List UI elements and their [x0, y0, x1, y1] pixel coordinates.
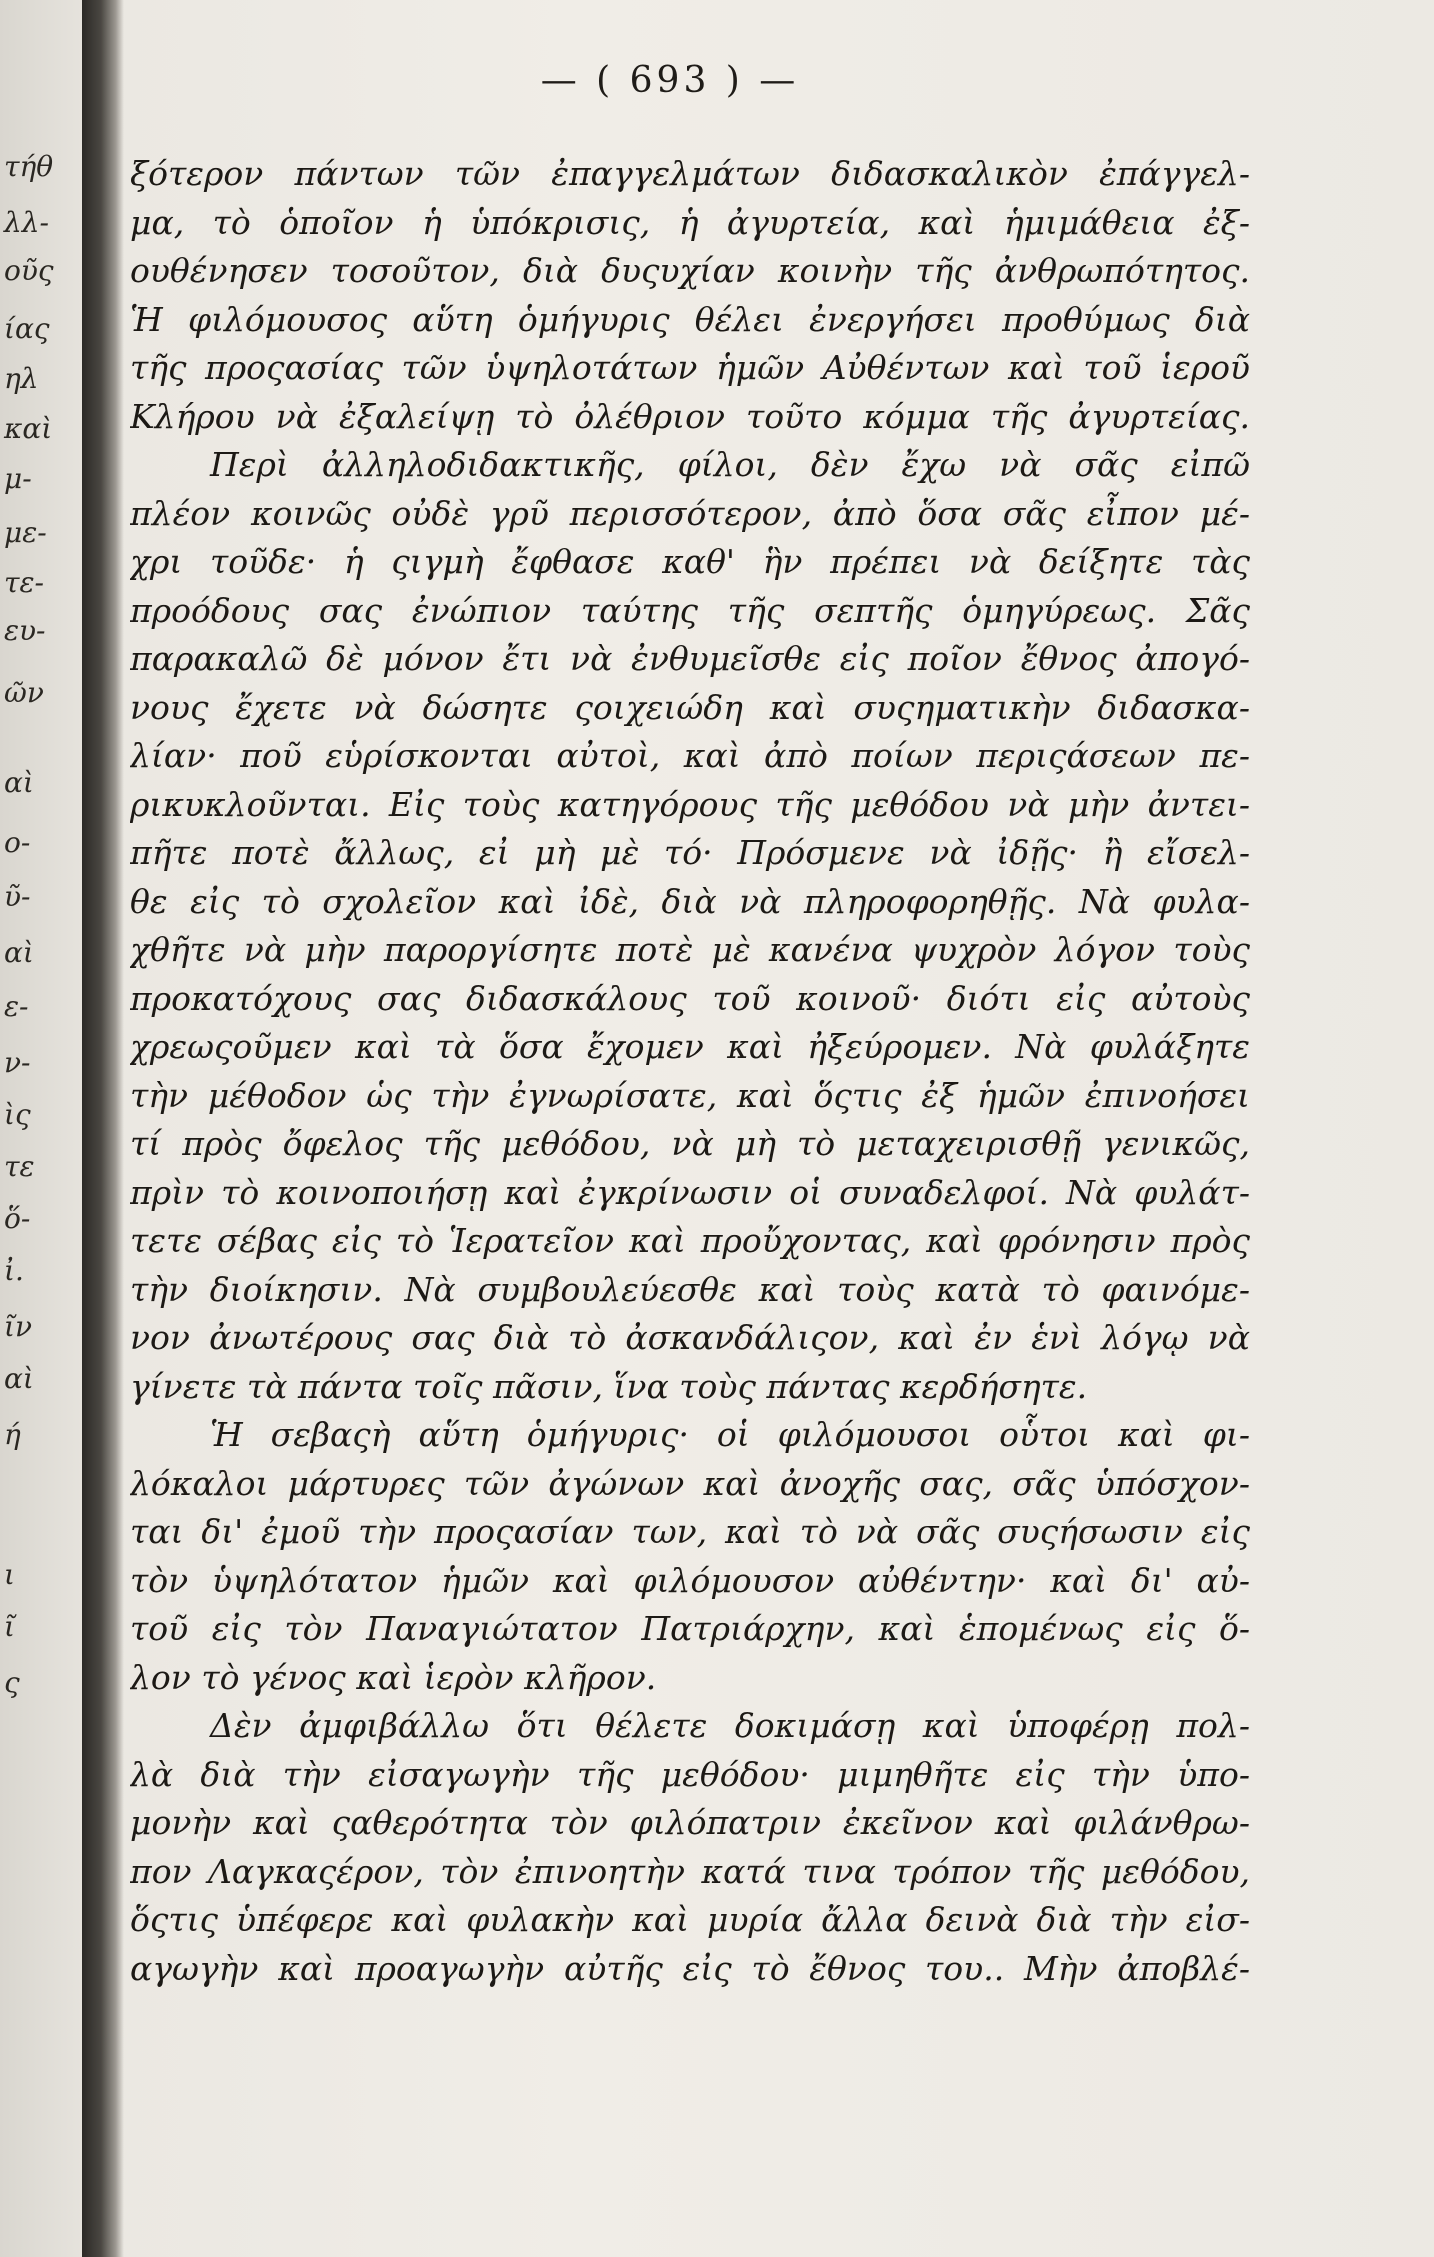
text-line: Δὲν ἀμφιβάλλω ὅτι θέλετε δοκιμάσῃ καὶ ὑποφέρῃ πολ-	[210, 1706, 1250, 1745]
facing-page-fragment: ε-	[4, 990, 29, 1023]
text-line: Ἡ σεβαςὴ αὕτη ὁμήγυρις· οἱ φιλόμουσοι οὗτοι καὶ φι-	[210, 1415, 1250, 1454]
text-line: τὴν διοίκησιν. Νὰ συμβουλεύεσθε καὶ τοὺς κατὰ τὸ φαινόμε-	[130, 1270, 1250, 1309]
text-line: ται δι' ἐμοῦ τὴν προςασίαν των, καὶ τὸ νὰ σᾶς συςήσωσιν εἰς	[130, 1512, 1250, 1551]
facing-page-fragment: ι	[4, 1558, 15, 1591]
facing-page-fragment: καὶ	[4, 412, 53, 445]
facing-page-fragment: ὅ-	[4, 1202, 31, 1235]
facing-page-margin	[0, 150, 80, 1850]
text-line: Ἡ φιλόμουσος αὕτη ὁμήγυρις θέλει ἐνεργήσει προθύμως διὰ	[130, 300, 1250, 339]
text-line: νους ἔχετε νὰ δώσητε ςοιχειώδη καὶ συςηματικὴν διδασκα-	[130, 688, 1250, 727]
text-line: Περὶ ἀλληλοδιδακτικῆς, φίλοι, δὲν ἔχω νὰ σᾶς εἰπῶ	[210, 445, 1250, 484]
text-line: λὰ διὰ τὴν εἰσαγωγὴν τῆς μεθόδου· μιμηθῆτε εἰς τὴν ὑπο-	[130, 1755, 1250, 1794]
text-line: γίνετε τὰ πάντα τοῖς πᾶσιν, ἵνα τοὺς πάντας κερδήσητε.	[130, 1367, 1088, 1406]
text-line: τὴν μέθοδον ὡς τὴν ἐγνωρίσατε, καὶ ὅςτις ἐξ ἡμῶν ἐπινοήσει	[130, 1076, 1250, 1115]
text-line: τῆς προςασίας τῶν ὑψηλοτάτων ἡμῶν Αὐθέντων καὶ τοῦ ἱεροῦ	[130, 348, 1250, 387]
facing-page-fragment: ο-	[4, 826, 31, 859]
text-line: ουθένησεν τοσοῦτον, διὰ δυςυχίαν κοινὴν τῆς ἀνθρωπότητος.	[130, 251, 1250, 290]
facing-page-fragment: ς	[4, 1666, 20, 1699]
facing-page-fragment: ευ-	[4, 614, 46, 647]
facing-page-fragment: μ-	[4, 462, 32, 495]
text-line: αγωγὴν καὶ προαγωγὴν αὐτῆς εἰς τὸ ἔθνος του.. Μὴν ἀποβλέ-	[130, 1949, 1250, 1988]
facing-page-fragment: λλ-	[4, 206, 49, 239]
text-line: μονὴν καὶ ςαθερότητα τὸν φιλόπατριν ἐκεῖνον καὶ φιλάνθρω-	[130, 1803, 1250, 1842]
page-number: — ( 693 ) —	[540, 60, 800, 101]
text-line: πλέον κοινῶς οὐδὲ γρῦ περισσότερον, ἀπὸ ὅσα σᾶς εἶπον μέ-	[130, 494, 1250, 533]
text-line: πῆτε ποτὲ ἄλλως, εἰ μὴ μὲ τό· Πρόσμενε νὰ ἰδῇς· ἢ εἴσελ-	[130, 833, 1250, 872]
facing-page-fragment: ῦ-	[4, 880, 31, 913]
text-line: χρεωςοῦμεν καὶ τὰ ὅσα ἔχομεν καὶ ἠξεύρομεν. Νὰ φυλάξητε	[130, 1027, 1250, 1066]
facing-page-fragment: τήθ	[4, 150, 54, 183]
facing-page-fragment: οῦς	[4, 254, 54, 287]
text-line: λόκαλοι μάρτυρες τῶν ἀγώνων καὶ ἀνοχῆς σας, σᾶς ὑπόσχον-	[130, 1464, 1250, 1503]
facing-page-fragment: ῖν	[4, 1310, 32, 1343]
text-line: ρικυκλοῦνται. Εἰς τοὺς κατηγόρους τῆς μεθόδου νὰ μὴν ἀντει-	[130, 785, 1250, 824]
facing-page-fragment: αὶ	[4, 936, 34, 969]
text-line: πον Λαγκαςέρον, τὸν ἐπινοητὴν κατά τινα τρόπον τῆς μεθόδου,	[130, 1852, 1250, 1891]
text-line: μα, τὸ ὁποῖον ἡ ὑπόκρισις, ἡ ἀγυρτεία, καὶ ἡμιμάθεια ἐξ-	[130, 203, 1250, 242]
facing-page-fragment: αὶ	[4, 766, 34, 799]
text-line: χθῆτε νὰ μὴν παροργίσητε ποτὲ μὲ κανένα ψυχρὸν λόγον τοὺς	[130, 930, 1250, 969]
facing-page-fragment: τε-	[4, 566, 44, 599]
facing-page-fragment: ν-	[4, 1046, 31, 1079]
text-line: ὅςτις ὑπέφερε καὶ φυλακὴν καὶ μυρία ἄλλα δεινὰ διὰ τὴν εἰσ-	[130, 1900, 1250, 1939]
text-line: λον τὸ γένος καὶ ἱερὸν κλῆρον.	[130, 1658, 657, 1697]
facing-page-fragment: ή	[4, 1418, 21, 1451]
facing-page-fragment: ἰ.	[4, 1254, 24, 1287]
text-line: τί πρὸς ὄφελος τῆς μεθόδου, νὰ μὴ τὸ μεταχειρισθῇ γενικῶς,	[130, 1124, 1250, 1163]
facing-page-fragment: ὶς	[4, 1098, 31, 1131]
facing-page-fragment: ῖ	[4, 1610, 15, 1643]
facing-page-fragment: ῶν	[4, 676, 44, 709]
facing-page-fragment: με-	[4, 516, 47, 549]
text-line: τοῦ εἰς τὸν Παναγιώτατον Πατριάρχην, καὶ ἑπομένως εἰς ὅ-	[130, 1609, 1250, 1648]
facing-page-fragment: τε	[4, 1150, 35, 1183]
text-line: πρὶν τὸ κοινοποιήσῃ καὶ ἐγκρίνωσιν οἱ συναδελφοί. Νὰ φυλάτ-	[130, 1173, 1250, 1212]
facing-page-fragment: ίας	[4, 312, 50, 345]
text-line: παρακαλῶ δὲ μόνον ἔτι νὰ ἐνθυμεῖσθε εἰς ποῖον ἔθνος ἀπογό-	[130, 639, 1250, 678]
text-line: νον ἀνωτέρους σας διὰ τὸ ἀσκανδάλιςον, καὶ ἐν ἑνὶ λόγῳ νὰ	[130, 1318, 1250, 1357]
text-line: τὸν ὑψηλότατον ἡμῶν καὶ φιλόμουσον αὐθέντην· καὶ δι' αὐ-	[130, 1561, 1250, 1600]
body-text	[130, 138, 1250, 2088]
text-line: θε εἰς τὸ σχολεῖον καὶ ἰδὲ, διὰ νὰ πληροφορηθῇς. Νὰ φυλα-	[130, 882, 1250, 921]
book-binding-shadow	[82, 0, 124, 2257]
text-line: προκατόχους σας διδασκάλους τοῦ κοινοῦ· διότι εἰς αὐτοὺς	[130, 979, 1250, 1018]
text-line: λίαν· ποῦ εὑρίσκονται αὐτοὶ, καὶ ἀπὸ ποίων περιςάσεων πε-	[130, 736, 1250, 775]
text-line: προόδους σας ἐνώπιον ταύτης τῆς σεπτῆς ὁμηγύρεως. Σᾶς	[130, 591, 1250, 630]
text-line: ξότερον πάντων τῶν ἐπαγγελμάτων διδασκαλικὸν ἐπάγγελ-	[130, 154, 1250, 193]
text-line: Κλήρου νὰ ἐξαλείψῃ τὸ ὀλέθριον τοῦτο κόμμα τῆς ἀγυρτείας.	[130, 397, 1250, 436]
facing-page-fragment: ηλ	[4, 362, 39, 395]
text-line: χρι τοῦδε· ἡ ςιγμὴ ἔφθασε καθ' ἣν πρέπει νὰ δείξητε τὰς	[130, 542, 1250, 581]
facing-page-fragment: αὶ	[4, 1362, 34, 1395]
text-line: τετε σέβας εἰς τὸ Ἱερατεῖον καὶ προὔχοντας, καὶ φρόνησιν πρὸς	[130, 1221, 1250, 1260]
